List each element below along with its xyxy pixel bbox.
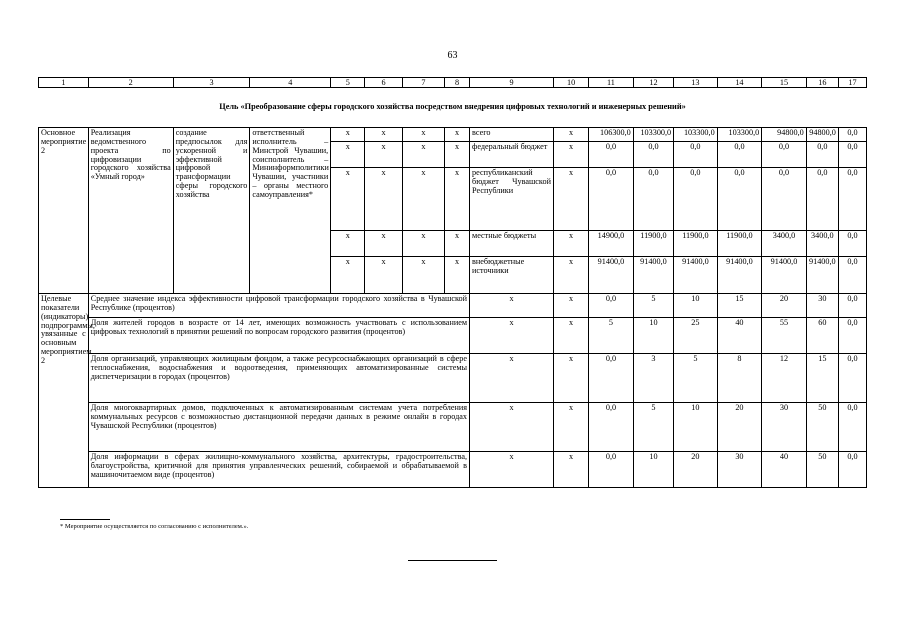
indicator-text: Среднее значение индекса эффективности цифровой трансформации городского хозяйства в Чувашской Республике (процентов)	[88, 294, 469, 318]
indicator-text: Доля жителей городов в возрасте от 14 лет, имеющих возможность участвовать с использованием цифровых технологий в принятии решений по вопросам городского развития (процентов)	[88, 318, 469, 354]
column-number: 15	[762, 78, 807, 88]
page-number: 63	[447, 50, 458, 61]
funding-value: 0,0	[633, 168, 673, 231]
funding-cell: x	[553, 128, 588, 142]
funding-value: 11900,0	[717, 231, 762, 257]
funding-value: 0,0	[806, 168, 838, 231]
activity-name: Реализация ведомственного проекта по цифровизации городского хозяйства «Умный город»	[88, 128, 173, 294]
funding-value: 91400,0	[762, 257, 807, 294]
indicator-value: 0,0	[589, 452, 634, 488]
funding-source: всего	[470, 128, 554, 142]
indicator-row	[39, 452, 867, 488]
funding-cell: x	[365, 142, 402, 168]
funding-cell: x	[365, 168, 402, 231]
funding-value: 0,0	[762, 142, 807, 168]
activity-task: создание предпосылок для ускоренной и эффективной цифровой трансформации сферы городского хозяйства	[173, 128, 250, 294]
column-number: 11	[589, 78, 634, 88]
funding-cell: x	[402, 257, 444, 294]
funding-source: федеральный бюджет	[470, 142, 554, 168]
funding-value: 0,0	[838, 257, 866, 294]
indicator-value: 0,0	[838, 354, 866, 403]
indicator-text: Доля многоквартирных домов, подключенных к автоматизированным системам учета потребления коммунальных ресурсов с возможностью дистанционной передачи данных в режиме онлайн в городах Чувашской Республики (процентов)	[88, 403, 469, 452]
funding-value: 0,0	[762, 168, 807, 231]
funding-cell: x	[445, 142, 470, 168]
column-number: 9	[470, 78, 554, 88]
funding-value: 106300,0	[589, 128, 634, 142]
funding-value: 0,0	[674, 142, 718, 168]
funding-cell: x	[402, 231, 444, 257]
indicator-cell: x	[470, 452, 554, 488]
indicator-cell: x	[470, 403, 554, 452]
indicator-cell: x	[470, 294, 554, 318]
activity-executor: ответственный исполнитель – Минстрой Чувашии, соисполнитель – Мининформполитики Чувашии, участники – органы местного самоуправления*	[250, 128, 331, 294]
indicator-value: 30	[762, 403, 807, 452]
funding-value: 11900,0	[674, 231, 718, 257]
indicator-value: 0,0	[838, 452, 866, 488]
funding-cell: x	[553, 142, 588, 168]
funding-value: 91400,0	[674, 257, 718, 294]
funding-cell: x	[365, 128, 402, 142]
indicators-label: Целевые показатели (индикаторы) подпрограммы, увязанные с основным мероприятием 2	[39, 294, 89, 488]
funding-value: 94800,0	[762, 128, 807, 142]
column-number: 13	[674, 78, 718, 88]
end-divider	[408, 560, 497, 561]
indicator-value: 0,0	[838, 403, 866, 452]
column-number: 2	[88, 78, 173, 88]
column-number: 1	[39, 78, 89, 88]
funding-cell: x	[402, 168, 444, 231]
funding-source: внебюджетные источники	[470, 257, 554, 294]
funding-value: 103300,0	[717, 128, 762, 142]
funding-cell: x	[331, 257, 365, 294]
column-number: 16	[806, 78, 838, 88]
indicator-value: 12	[762, 354, 807, 403]
footnote-divider	[60, 519, 110, 520]
funding-value: 0,0	[838, 128, 866, 142]
funding-cell: x	[331, 128, 365, 142]
indicator-value: 0,0	[589, 294, 634, 318]
funding-value: 103300,0	[674, 128, 718, 142]
funding-value: 0,0	[717, 168, 762, 231]
indicator-value: 10	[633, 318, 673, 354]
indicator-value: 15	[806, 354, 838, 403]
funding-value: 14900,0	[589, 231, 634, 257]
column-number: 10	[553, 78, 588, 88]
funding-value: 91400,0	[589, 257, 634, 294]
indicator-cell: x	[470, 354, 554, 403]
funding-cell: x	[445, 168, 470, 231]
funding-cell: x	[365, 231, 402, 257]
activity-type: Основное мероприятие 2	[39, 128, 89, 294]
column-number: 8	[445, 78, 470, 88]
column-number: 3	[173, 78, 250, 88]
indicator-value: 60	[806, 318, 838, 354]
funding-value: 11900,0	[633, 231, 673, 257]
indicator-row	[39, 354, 867, 403]
indicator-value: 8	[717, 354, 762, 403]
funding-source: республиканский бюджет Чувашской Республики	[470, 168, 554, 231]
funding-value: 0,0	[717, 142, 762, 168]
indicator-value: 0,0	[589, 403, 634, 452]
indicator-value: 0,0	[838, 318, 866, 354]
funding-value: 0,0	[838, 168, 866, 231]
indicator-row	[39, 318, 867, 354]
funding-cell: x	[553, 168, 588, 231]
indicator-value: 20	[674, 452, 718, 488]
indicator-value: 30	[717, 452, 762, 488]
column-number: 5	[331, 78, 365, 88]
indicator-value: 55	[762, 318, 807, 354]
program-table	[38, 127, 867, 488]
indicator-value: 50	[806, 452, 838, 488]
indicator-text: Доля организаций, управляющих жилищным фондом, а также ресурсоснабжающих организаций в сфере теплоснабжения, водоснабжения и водоотведения, применяющих автоматизированные системы диспетчеризации в городах (процентов)	[88, 354, 469, 403]
indicator-value: 30	[806, 294, 838, 318]
column-number: 4	[250, 78, 331, 88]
funding-value: 0,0	[806, 142, 838, 168]
funding-row	[39, 128, 867, 142]
indicator-cell: x	[553, 403, 588, 452]
indicator-cell: x	[553, 318, 588, 354]
indicator-value: 20	[717, 403, 762, 452]
indicator-value: 10	[633, 452, 673, 488]
funding-cell: x	[553, 231, 588, 257]
funding-cell: x	[402, 142, 444, 168]
funding-value: 91400,0	[633, 257, 673, 294]
funding-value: 94800,0	[806, 128, 838, 142]
indicator-value: 5	[633, 294, 673, 318]
funding-source: местные бюджеты	[470, 231, 554, 257]
funding-value: 0,0	[633, 142, 673, 168]
indicator-row	[39, 403, 867, 452]
funding-cell: x	[331, 168, 365, 231]
funding-value: 91400,0	[806, 257, 838, 294]
indicator-value: 5	[674, 354, 718, 403]
funding-value: 0,0	[589, 168, 634, 231]
funding-cell: x	[331, 231, 365, 257]
indicator-cell: x	[553, 354, 588, 403]
indicator-value: 15	[717, 294, 762, 318]
funding-cell: x	[402, 128, 444, 142]
funding-value: 91400,0	[717, 257, 762, 294]
indicator-cell: x	[553, 294, 588, 318]
funding-cell: x	[365, 257, 402, 294]
goal-title: Цель «Преобразование сферы городского хозяйства посредством внедрения цифровых технологий и инженерных решений»	[219, 102, 686, 111]
indicator-row	[39, 294, 867, 318]
funding-cell: x	[553, 257, 588, 294]
indicator-value: 5	[589, 318, 634, 354]
indicator-value: 0,0	[589, 354, 634, 403]
funding-cell: x	[445, 257, 470, 294]
funding-value: 0,0	[838, 142, 866, 168]
footnote: * Мероприятие осуществляется по согласованию с исполнителем.».	[60, 523, 249, 530]
indicator-cell: x	[553, 452, 588, 488]
funding-cell: x	[445, 231, 470, 257]
funding-value: 0,0	[838, 231, 866, 257]
column-number: 12	[633, 78, 673, 88]
indicator-value: 20	[762, 294, 807, 318]
funding-cell: x	[331, 142, 365, 168]
funding-value: 103300,0	[633, 128, 673, 142]
indicator-text: Доля информации в сферах жилищно-коммунального хозяйства, архитектуры, градостроительства, благоустройства, критичной для принятия управленческих решений, собираемой и обрабатываемой в машиночитаемом виде (процентов)	[88, 452, 469, 488]
indicator-value: 50	[806, 403, 838, 452]
indicator-value: 40	[762, 452, 807, 488]
column-number: 14	[717, 78, 762, 88]
column-number: 6	[365, 78, 402, 88]
column-number: 17	[838, 78, 866, 88]
funding-value: 3400,0	[762, 231, 807, 257]
indicator-value: 10	[674, 403, 718, 452]
indicator-cell: x	[470, 318, 554, 354]
indicator-value: 5	[633, 403, 673, 452]
column-number: 7	[402, 78, 444, 88]
column-number-header	[38, 77, 867, 88]
indicator-value: 10	[674, 294, 718, 318]
funding-cell: x	[445, 128, 470, 142]
funding-value: 0,0	[589, 142, 634, 168]
indicator-value: 40	[717, 318, 762, 354]
indicator-value: 25	[674, 318, 718, 354]
funding-value: 0,0	[674, 168, 718, 231]
indicator-value: 0,0	[838, 294, 866, 318]
indicator-value: 3	[633, 354, 673, 403]
funding-value: 3400,0	[806, 231, 838, 257]
